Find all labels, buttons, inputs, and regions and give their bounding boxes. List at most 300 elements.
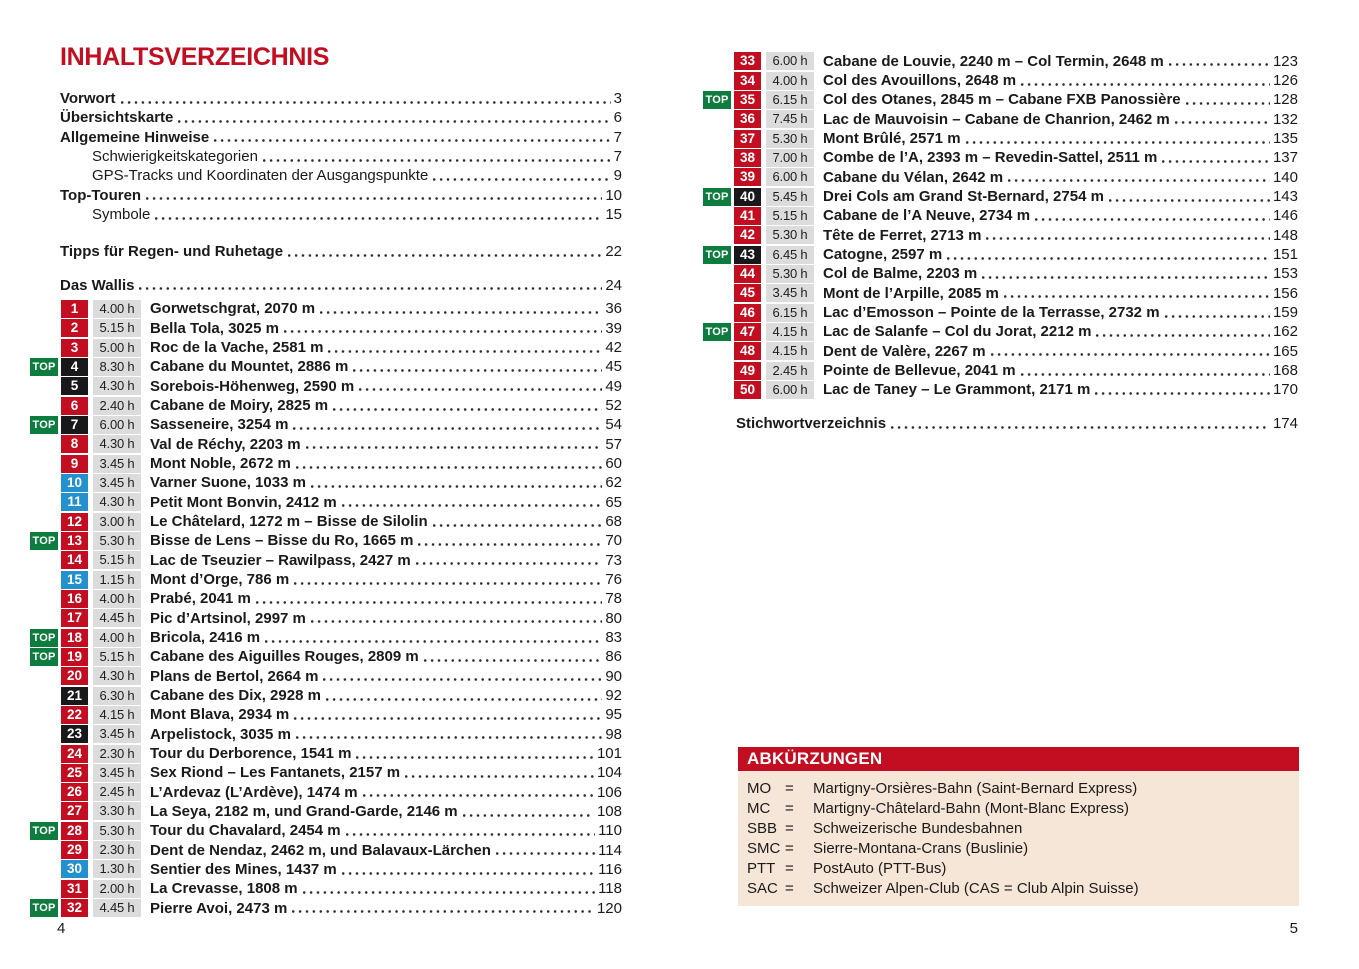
tour-title: Mont Brûlé, 2571 m: [823, 130, 961, 148]
tour-title: Cabane du Vélan, 2642 m: [823, 168, 1004, 186]
dot-leader: [353, 357, 602, 376]
dot-leader: [178, 108, 610, 127]
tour-page-number: 140: [1272, 168, 1298, 186]
index-label: Stichwortverzeichnis: [736, 415, 887, 433]
tour-number-badge: 18: [61, 629, 88, 647]
tour-entry-row: [703, 361, 1298, 380]
tour-duration: 2.40 h: [93, 397, 141, 415]
tour-page-number: 126: [1272, 72, 1298, 90]
dot-leader: [288, 242, 602, 261]
tour-page-number: 70: [605, 532, 622, 550]
tour-title: Le Châtelard, 1272 m – Bisse de Silolin: [150, 513, 428, 531]
tour-title: Tour du Chavalard, 2454 m: [150, 822, 341, 840]
top-badge: TOP: [703, 91, 731, 109]
tour-entry-row: [703, 226, 1298, 245]
tour-duration: 3.45 h: [93, 764, 141, 782]
tour-entry-row: [30, 744, 622, 763]
dot-leader: [359, 377, 602, 396]
abbreviation-definition: PostAuto (PTT-Bus): [813, 859, 947, 877]
tour-duration: 8.30 h: [93, 358, 141, 376]
tour-number-badge: 36: [734, 110, 761, 128]
tour-number-badge: 20: [61, 667, 88, 685]
tour-duration: 5.30 h: [766, 226, 814, 244]
tour-title: Dent de Nendaz, 2462 m, und Balavaux-Lärchen: [150, 841, 491, 859]
tour-duration: 3.45 h: [93, 725, 141, 743]
tour-entry-row: [30, 686, 622, 705]
tour-number-badge: 22: [61, 706, 88, 724]
index-page-number: 174: [1272, 415, 1298, 433]
tour-page-number: 57: [605, 435, 622, 453]
tour-entry-row: [30, 725, 622, 744]
toc-entry-page-number: 9: [613, 167, 622, 185]
tour-title: Cabane de l’A Neuve, 2734 m: [823, 207, 1031, 225]
tour-number-badge: 11: [61, 493, 88, 511]
tour-entry-row: [30, 860, 622, 879]
dot-leader: [1175, 110, 1270, 129]
tour-number-badge: 26: [61, 783, 88, 801]
abbreviation-key: SAC: [747, 879, 778, 897]
dot-leader: [891, 414, 1270, 433]
tour-page-number: 42: [605, 339, 622, 357]
dot-leader: [966, 129, 1270, 148]
toc-entry-row: [60, 128, 622, 147]
tour-duration: 5.15 h: [93, 648, 141, 666]
tour-number-badge: 41: [734, 207, 761, 225]
tour-page-number: 120: [596, 899, 622, 917]
tour-duration: 7.00 h: [766, 149, 814, 167]
tour-duration: 4.15 h: [766, 323, 814, 341]
dot-leader: [311, 473, 602, 492]
dot-leader: [292, 898, 594, 917]
dot-leader: [293, 415, 602, 434]
dot-leader: [1096, 322, 1270, 341]
page-title: INHALTSVERZEICHNIS: [60, 43, 330, 71]
tour-number-badge: 48: [734, 342, 761, 360]
toc-entry-row: [60, 108, 622, 127]
tour-page-number: 156: [1272, 284, 1298, 302]
tour-duration: 4.45 h: [93, 609, 141, 627]
dot-leader: [296, 454, 602, 473]
top-badge: TOP: [703, 323, 731, 341]
tour-entry-row: [30, 473, 622, 492]
dot-leader: [416, 551, 603, 570]
tour-duration: 2.45 h: [93, 783, 141, 801]
toc-tips-line: [60, 242, 622, 261]
tour-page-number: 92: [605, 687, 622, 705]
abbreviation-key: MC: [747, 799, 771, 817]
tour-duration: 4.30 h: [93, 377, 141, 395]
dot-leader: [328, 338, 602, 357]
tour-page-number: 101: [596, 745, 622, 762]
top-badge: TOP: [30, 532, 58, 550]
tour-duration: 5.30 h: [93, 822, 141, 840]
dot-leader: [1004, 284, 1270, 303]
tour-entry-row: [703, 380, 1298, 399]
abbreviations-list: [738, 771, 1299, 898]
dot-leader: [424, 647, 603, 666]
tour-title: Varner Suone, 1033 m: [150, 474, 306, 492]
tour-entry-row: [30, 454, 622, 473]
tour-title: Tête de Ferret, 2713 m: [823, 226, 982, 244]
dot-leader: [139, 276, 602, 295]
tour-entry-row: [703, 303, 1298, 322]
tour-number-badge: 39: [734, 168, 761, 186]
tour-entry-row: [30, 609, 622, 628]
tour-entry-row: [703, 187, 1298, 206]
tour-entry-row: [30, 628, 622, 647]
tour-number-badge: 16: [61, 590, 88, 608]
tour-duration: 6.15 h: [766, 304, 814, 322]
dot-leader: [1162, 148, 1270, 167]
tour-page-number: 106: [596, 783, 622, 801]
tour-duration: 5.30 h: [93, 532, 141, 550]
tour-entry-row: [30, 667, 622, 686]
top-badge: TOP: [703, 188, 731, 206]
dot-leader: [326, 686, 602, 705]
tour-number-badge: 34: [734, 72, 761, 90]
tour-entry-row: [30, 435, 622, 454]
tour-entry-row: [30, 531, 622, 550]
tour-duration: 2.30 h: [93, 841, 141, 859]
tour-title: Petit Mont Bonvin, 2412 m: [150, 493, 337, 511]
tour-entry-row: [30, 377, 622, 396]
tour-page-number: 78: [605, 590, 622, 608]
abbreviation-row: [747, 798, 1290, 818]
tour-duration: 6.00 h: [766, 52, 814, 70]
abbreviation-row: [747, 818, 1290, 838]
dot-leader: [356, 744, 594, 763]
tour-title: Prabé, 2041 m: [150, 590, 251, 608]
equals-sign: =: [785, 779, 794, 797]
tour-entry-row: [30, 512, 622, 531]
tour-page-number: 60: [605, 455, 622, 473]
tour-duration: 4.15 h: [93, 706, 141, 724]
tour-page-number: 86: [605, 648, 622, 666]
tour-duration: 6.45 h: [766, 246, 814, 264]
tour-page-number: 170: [1272, 381, 1298, 399]
tour-page-number: 36: [605, 300, 622, 318]
tour-page-number: 110: [598, 822, 622, 840]
tour-number-badge: 46: [734, 304, 761, 322]
toc-entry-page-number: 7: [613, 148, 622, 166]
tour-page-number: 98: [605, 725, 622, 743]
tour-number-badge: 31: [61, 880, 88, 898]
tour-page-number: 73: [605, 551, 622, 569]
tour-number-badge: 45: [734, 284, 761, 302]
toc-entry-label: Top-Touren: [60, 186, 142, 204]
tour-title: Mont d’Orge, 786 m: [150, 571, 290, 589]
top-badge: TOP: [703, 246, 731, 264]
top-badge: TOP: [30, 899, 58, 917]
tour-number-badge: 49: [734, 362, 761, 380]
dot-leader: [284, 319, 602, 338]
tour-entry-row: [703, 52, 1298, 71]
dot-leader: [342, 493, 603, 512]
tour-number-badge: 27: [61, 802, 88, 820]
toc-entry-row: [60, 186, 622, 205]
tour-entry-row: [30, 589, 622, 608]
dot-leader: [346, 821, 595, 840]
tour-page-number: 80: [605, 609, 622, 627]
dot-leader: [342, 860, 595, 879]
tour-duration: 4.00 h: [766, 72, 814, 90]
tour-number-badge: 4: [61, 358, 88, 376]
tour-number-badge: 23: [61, 725, 88, 743]
tour-page-number: 165: [1272, 342, 1298, 360]
tour-title: Mont Blava, 2934 m: [150, 706, 290, 724]
tour-number-badge: 13: [61, 532, 88, 550]
tour-number-badge: 8: [61, 435, 88, 453]
tour-entry-row: [30, 783, 622, 802]
tour-entry-row: [30, 415, 622, 434]
tour-title: Sorebois-Höhenweg, 2590 m: [150, 377, 355, 395]
tour-number-badge: 10: [61, 474, 88, 492]
tour-title: Bella Tola, 3025 m: [150, 319, 279, 337]
tour-title: Dent de Valère, 2267 m: [823, 342, 986, 360]
tour-number-badge: 3: [61, 339, 88, 357]
tour-entry-row: [30, 551, 622, 570]
toc-entry-label: Vorwort: [60, 90, 116, 108]
tour-page-number: 114: [598, 841, 622, 859]
tour-number-badge: 9: [61, 455, 88, 473]
dot-leader: [155, 205, 602, 224]
tour-page-number: 135: [1272, 130, 1298, 148]
abbreviation-key: PTT: [747, 859, 776, 877]
tour-entry-row: [703, 129, 1298, 148]
dot-leader: [294, 570, 602, 589]
tour-title: Catogne, 2597 m: [823, 246, 943, 264]
tour-title: Lac de Salanfe – Col du Jorat, 2212 m: [823, 323, 1092, 341]
tour-duration: 3.45 h: [93, 474, 141, 492]
tour-entry-row: [703, 168, 1298, 187]
tour-page-number: 68: [605, 513, 622, 531]
tour-title: Cabane de Moiry, 2825 m: [150, 397, 329, 415]
dot-leader: [363, 783, 594, 802]
dot-leader: [146, 186, 602, 205]
toc-entry-label: Allgemeine Hinweise: [60, 128, 210, 146]
dot-leader: [263, 147, 611, 166]
dot-leader: [303, 879, 595, 898]
tour-title: Val de Réchy, 2203 m: [150, 435, 301, 453]
tour-duration: 5.15 h: [93, 319, 141, 337]
tour-entry-row: [30, 821, 622, 840]
tour-list-right-column: [703, 52, 1298, 400]
toc-entry-label: GPS-Tracks und Koordinaten der Ausgangspunkte: [92, 167, 429, 185]
toc-entry-label: Symbole: [92, 206, 151, 224]
tour-page-number: 148: [1272, 226, 1298, 244]
tour-duration: 7.45 h: [766, 110, 814, 128]
tour-page-number: 137: [1272, 149, 1298, 167]
tour-title: Col de Balme, 2203 m: [823, 265, 978, 283]
dot-leader: [982, 264, 1270, 283]
tour-title: Col des Avouillons, 2648 m: [823, 72, 1017, 90]
tour-page-number: 116: [598, 860, 622, 878]
tour-entry-row: [30, 840, 622, 859]
tour-title: Lac de Taney – Le Grammont, 2171 m: [823, 381, 1091, 399]
toc-region-line: [60, 276, 622, 295]
tour-number-badge: 33: [734, 52, 761, 70]
tour-title: La Seya, 2182 m, und Grand-Garde, 2146 m: [150, 802, 458, 820]
toc-entry-row: [60, 166, 622, 185]
tour-entry-row: [30, 763, 622, 782]
tour-title: Lac d’Emosson – Pointe de la Terrasse, 2732 m: [823, 304, 1160, 322]
tour-number-badge: 47: [734, 323, 761, 341]
tour-number-badge: 32: [61, 899, 88, 917]
dot-leader: [306, 435, 603, 454]
dot-leader: [294, 705, 602, 724]
abbreviation-key: SMC: [747, 839, 781, 857]
tour-number-badge: 15: [61, 571, 88, 589]
tour-number-badge: 50: [734, 381, 761, 399]
tour-page-number: 45: [605, 358, 622, 376]
tour-number-badge: 42: [734, 226, 761, 244]
tour-number-badge: 19: [61, 648, 88, 666]
tour-page-number: 168: [1272, 362, 1298, 379]
dot-leader: [1165, 303, 1270, 322]
toc-entry-page-number: 7: [613, 128, 622, 146]
dot-leader: [265, 628, 602, 647]
tour-entry-row: [703, 342, 1298, 361]
tour-title: Cabane des Aiguilles Rouges, 2809 m: [150, 648, 419, 666]
equals-sign: =: [785, 839, 794, 857]
tour-duration: 3.00 h: [93, 513, 141, 531]
tour-duration: 6.00 h: [93, 416, 141, 434]
tour-number-badge: 7: [61, 416, 88, 434]
tour-list-left-column: [30, 299, 622, 918]
toc-entry-row: [60, 147, 622, 166]
tour-title: Drei Cols am Grand St-Bernard, 2754 m: [823, 188, 1104, 206]
tour-title: Bisse de Lens – Bisse du Ro, 1665 m: [150, 532, 414, 550]
tour-duration: 5.00 h: [93, 339, 141, 357]
tour-entry-row: [30, 570, 622, 589]
dot-leader: [947, 245, 1270, 264]
tour-duration: 5.45 h: [766, 188, 814, 206]
tour-duration: 4.45 h: [93, 899, 141, 917]
tour-duration: 4.00 h: [93, 590, 141, 608]
tour-entry-row: [30, 319, 622, 338]
dot-leader: [1095, 380, 1270, 399]
tour-entry-row: [30, 802, 622, 821]
tour-duration: 4.30 h: [93, 493, 141, 511]
toc-entry-row: [60, 205, 622, 224]
tour-duration: 4.30 h: [93, 667, 141, 685]
tour-entry-row: [30, 357, 622, 376]
tour-entry-row: [30, 396, 622, 415]
abbreviation-key: MO: [747, 779, 772, 797]
tour-page-number: 143: [1272, 188, 1298, 206]
dot-leader: [418, 531, 602, 550]
tour-duration: 4.00 h: [93, 629, 141, 647]
dot-leader: [121, 89, 611, 108]
tour-number-badge: 2: [61, 319, 88, 337]
tour-title: La Crevasse, 1808 m: [150, 880, 298, 898]
tour-page-number: 108: [596, 802, 622, 820]
abbreviation-definition: Schweizer Alpen-Club (CAS = Club Alpin Suisse): [813, 879, 1139, 897]
toc-entry-page-number: 10: [605, 186, 622, 204]
dot-leader: [320, 299, 602, 318]
top-badge: TOP: [30, 358, 58, 376]
tour-page-number: 162: [1272, 323, 1298, 341]
tour-page-number: 62: [605, 474, 622, 492]
right-page-number: 5: [1289, 920, 1298, 937]
toc-entry-label: Übersichtskarte: [60, 109, 174, 127]
equals-sign: =: [785, 859, 794, 877]
tour-page-number: 65: [605, 493, 622, 511]
top-badge: TOP: [30, 629, 58, 647]
tour-entry-row: [703, 264, 1298, 283]
dot-leader: [1021, 361, 1270, 380]
dot-leader: [323, 667, 602, 686]
abbreviation-row: [747, 878, 1290, 898]
tour-number-badge: 1: [61, 300, 88, 318]
tour-entry-row: [703, 148, 1298, 167]
dot-leader: [333, 396, 602, 415]
tour-number-badge: 44: [734, 265, 761, 283]
tour-page-number: 123: [1272, 52, 1298, 70]
tour-page-number: 52: [605, 397, 622, 415]
tour-page-number: 95: [605, 706, 622, 724]
tour-title: Lac de Tseuzier – Rawilpass, 2427 m: [150, 551, 411, 569]
toc-entry-page-number: 6: [613, 109, 622, 127]
tour-duration: 6.30 h: [93, 687, 141, 705]
tour-entry-row: [703, 206, 1298, 225]
tour-page-number: 151: [1272, 246, 1298, 264]
tour-duration: 4.30 h: [93, 435, 141, 453]
tour-duration: 6.00 h: [766, 168, 814, 186]
tour-duration: 4.00 h: [93, 300, 141, 318]
abbreviation-key: SBB: [747, 819, 778, 837]
abbreviation-row: [747, 858, 1290, 878]
tour-entry-row: [30, 299, 622, 318]
tour-duration: 6.00 h: [766, 381, 814, 399]
tour-duration: 4.15 h: [766, 342, 814, 360]
tour-duration: 2.45 h: [766, 362, 814, 380]
tour-entry-row: [703, 110, 1298, 129]
tour-page-number: 39: [605, 319, 622, 337]
dot-leader: [1186, 90, 1270, 109]
tour-title: Tour du Derborence, 1541 m: [150, 745, 352, 762]
tour-duration: 2.00 h: [93, 880, 141, 898]
tour-duration: 1.30 h: [93, 860, 141, 878]
tour-duration: 2.30 h: [93, 745, 141, 763]
tour-title: Gorwetschgrat, 2070 m: [150, 300, 316, 318]
dot-leader: [256, 589, 602, 608]
tour-page-number: 146: [1272, 207, 1298, 225]
tour-number-badge: 30: [61, 860, 88, 878]
tour-title: Cabane du Mountet, 2886 m: [150, 358, 349, 376]
toc-entry-label: Schwierigkeitskategorien: [92, 148, 258, 166]
tips-page-number: 22: [605, 243, 622, 261]
tour-title: Sentier des Mines, 1437 m: [150, 860, 337, 878]
dot-leader: [1035, 206, 1270, 225]
tour-page-number: 90: [605, 667, 622, 685]
abbreviation-definition: Sierre-Montana-Crans (Buslinie): [813, 839, 1029, 857]
tour-page-number: 83: [605, 629, 622, 647]
abbreviations-title: ABKÜRZUNGEN: [738, 747, 1299, 771]
tour-number-badge: 35: [734, 91, 761, 109]
tour-title: Roc de la Vache, 2581 m: [150, 339, 324, 357]
tour-number-badge: 43: [734, 246, 761, 264]
dot-leader: [214, 128, 610, 147]
tour-number-badge: 12: [61, 513, 88, 531]
tour-number-badge: 29: [61, 841, 88, 859]
tour-duration: 5.30 h: [766, 130, 814, 148]
tour-number-badge: 37: [734, 130, 761, 148]
tour-entry-row: [30, 493, 622, 512]
dot-leader: [296, 725, 602, 744]
tour-entry-row: [30, 705, 622, 724]
tour-page-number: 54: [605, 416, 622, 434]
